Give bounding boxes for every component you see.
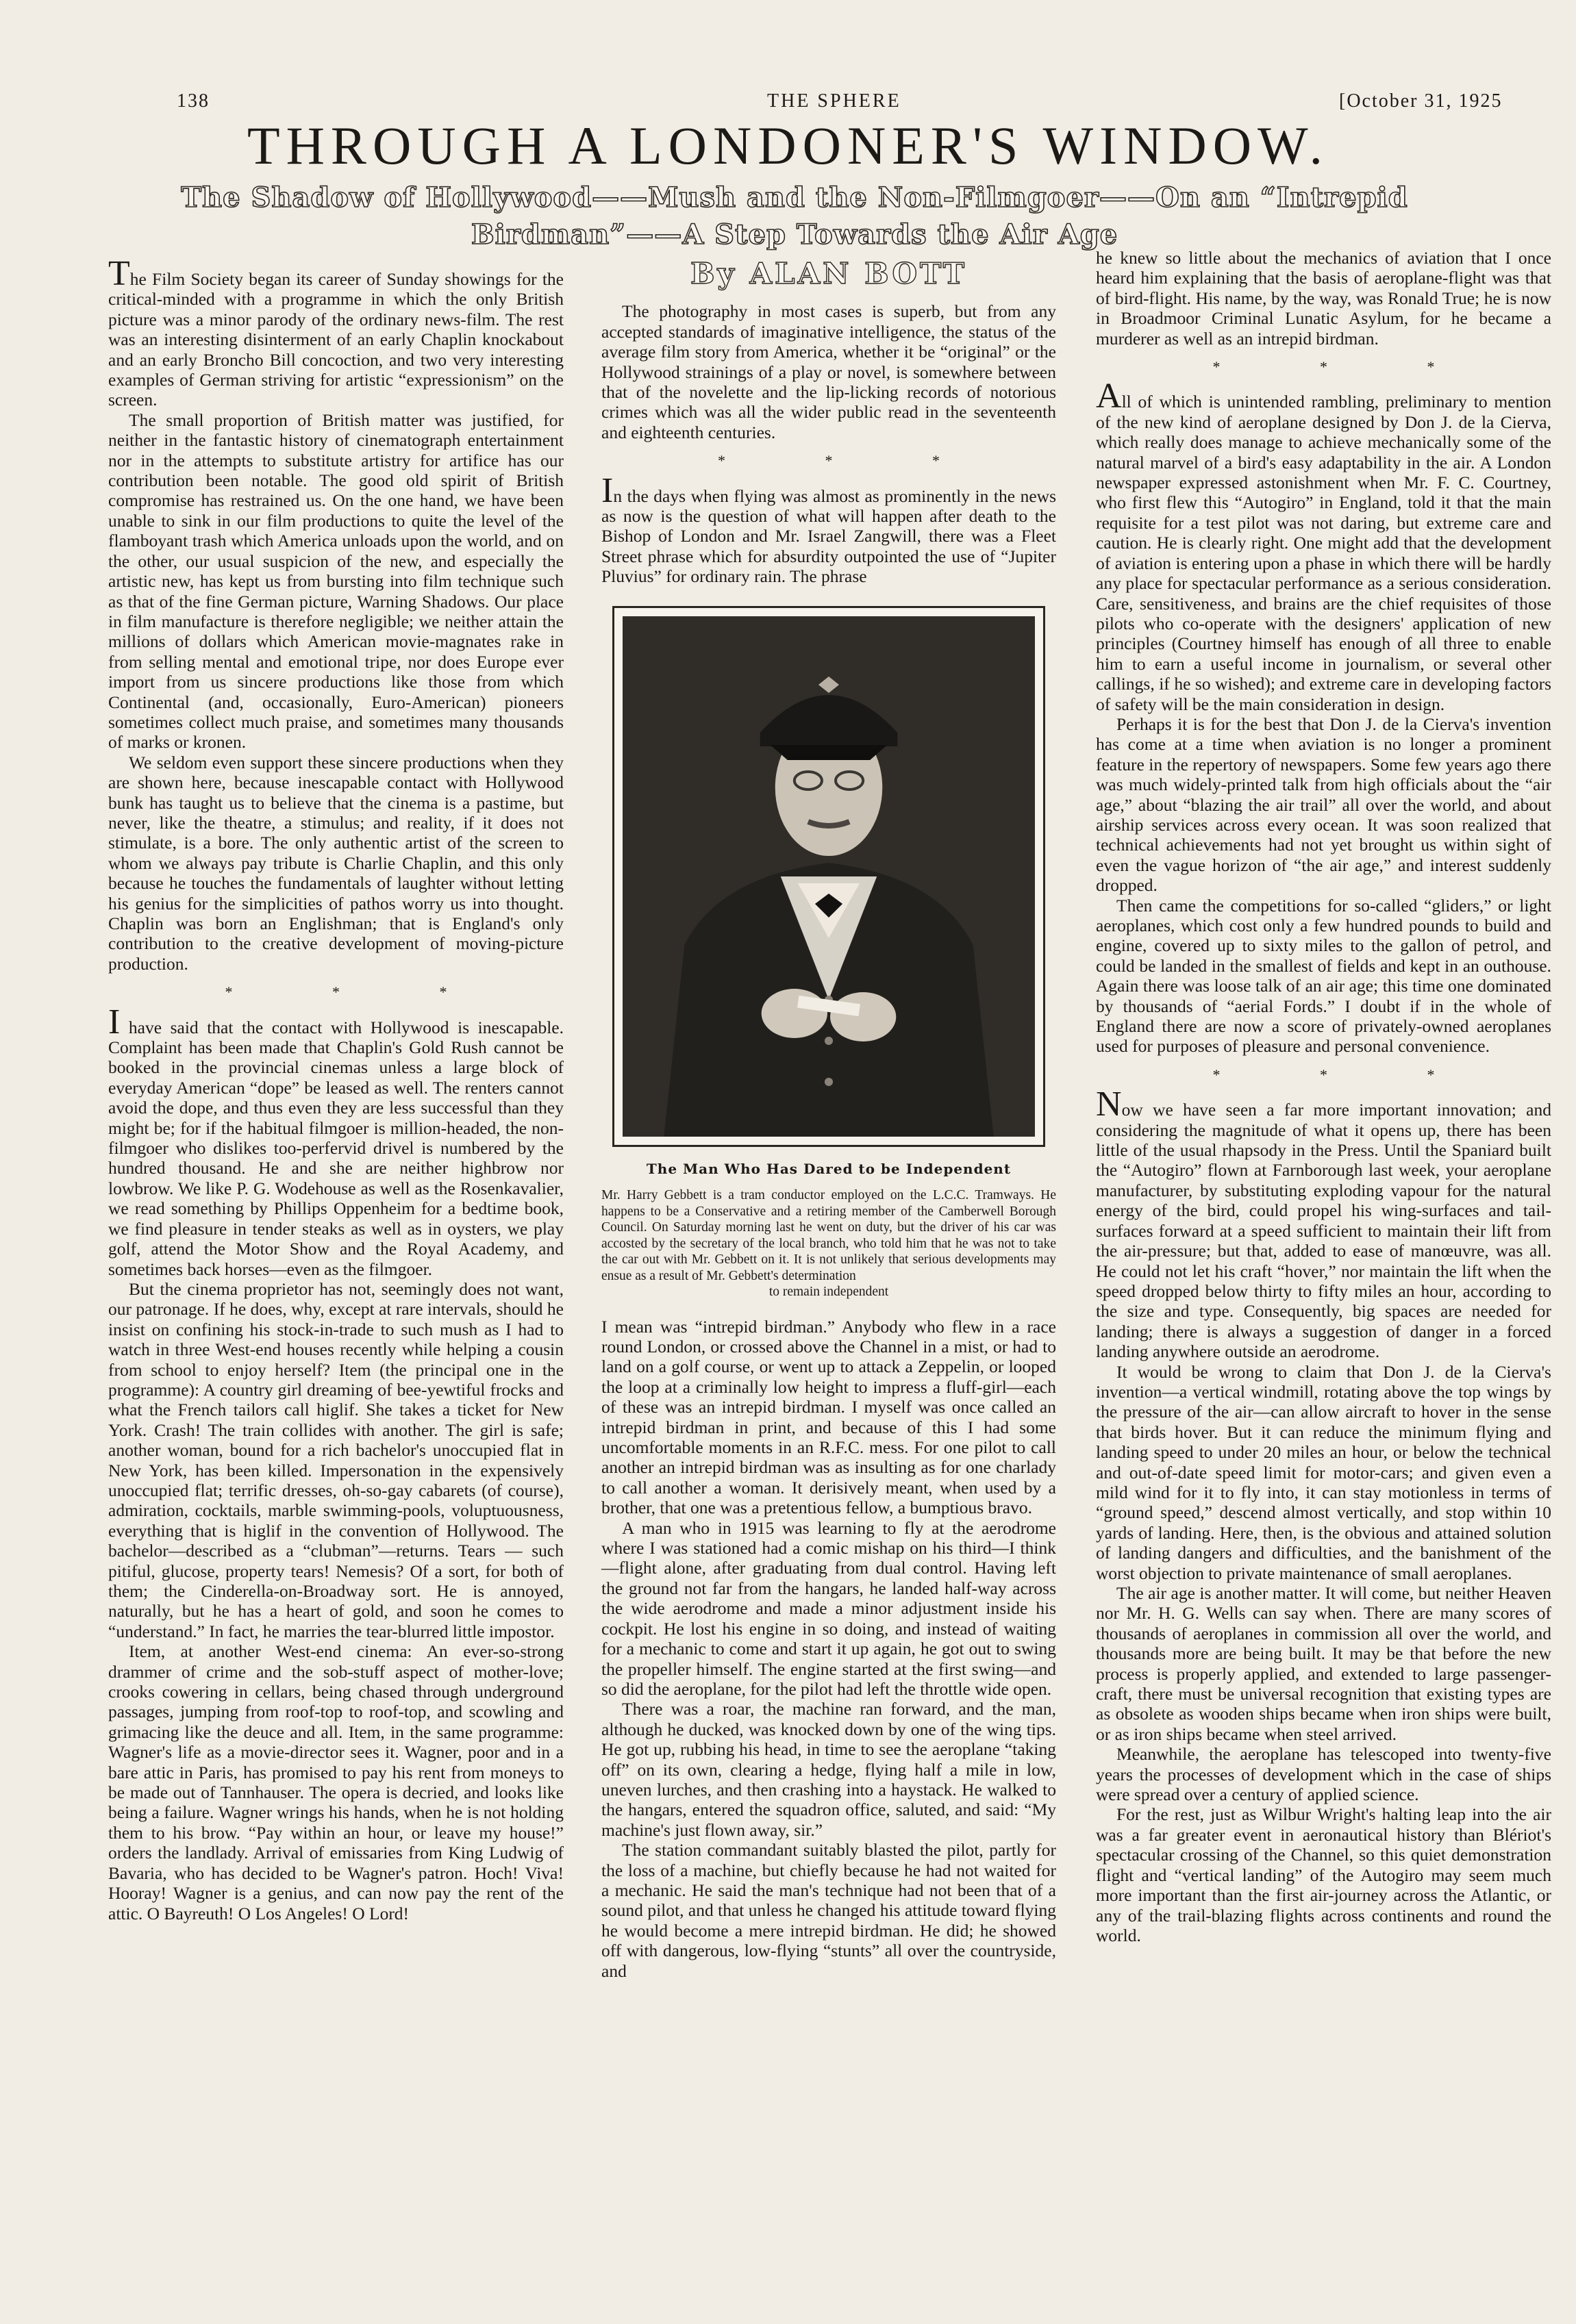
paragraph: The Film Society began its career of Sunday showings for the critical-minded with a programme in which the only British picture was a minor parody of the ordinary news-film. The rest was an interesting disinterment of an early Chaplin knockabout and an early Broncho Bill concoction, and two very interesting examples of German striving for artistic “expressionism” on the screen. xyxy=(108,254,564,410)
paragraph: A man who in 1915 was learning to fly at the aerodrome where I was stationed had a comic mishap on his third—I think—flight alone, after graduating from dual control. Having left the ground not far from the hangars, he landed half-way across the wide aerodrome and made a minor adjustment inside his cockpit. He lost his engine in so doing, and instead of waiting for a mechanic to come and start it up again, he got out to swing the propeller himself. The engine started at the first swing—and so did the aeroplane, for the pilot had left the throttle wide open. xyxy=(601,1517,1056,1699)
column-1 xyxy=(108,254,564,1923)
photo-caption-title: The Man Who Has Dared to be Independent xyxy=(646,1160,1012,1177)
paragraph: Then came the competitions for so-called “gliders,” or light aeroplanes, which cost only a few hundred pounds to build and engine, covered up to sixty miles to the gallon of petrol, and could be landed in the smallest of fields and kept in an outhouse. Again there was loose talk of an air age; this time one dominated by thousands of “aerial Fords.” I doubt if in the whole of England there are now a score of privately-owned aeroplanes used for purposes of pleasure and personal convenience. xyxy=(1096,895,1551,1057)
byline: By ALAN BOTT xyxy=(690,257,968,290)
photo-caption xyxy=(601,1187,1056,1300)
column-2 xyxy=(601,257,1056,1981)
section-divider: * * * xyxy=(1212,1065,1483,1083)
paragraph: I have said that the contact with Hollywood is inescapable. Complaint has been made that Chaplin's Gold Rush cannot be booked in the provincial cinemas unless a large block of everyday American “dope” be leased as well. The renters cannot avoid the dope, and thus even they are less successful than they might be; for if the habitual filmgoer is million-headed, the non-filmgoer who dislikes too-perfervid drivel is numbered by the hundred thousand. He and she are neither highbrow nor lowbrow. We like P. G. Wodehouse as well as the Rosenkavalier, we read something by Phillips Oppenheim for a bedtime book, we find pleasure in tender steaks as well as in oysters, we play golf, attend the Motor Show and the Royal Academy, and sometimes back horses—even as the filmgoer. xyxy=(108,1002,564,1279)
paragraph: The station commandant suitably blasted the pilot, partly for the loss of a machine, but chiefly because he had not waited for a mechanic. He said the man's technique had not been that of a sound pilot, and that unless he changed his attitude toward flying he would become a mere intrepid birdman. He did; he showed off with dangerous, low-flying “stunts” all over the countryside, and xyxy=(601,1840,1056,1981)
section-divider: * * * xyxy=(225,983,495,1001)
section-divider: * * * xyxy=(718,452,988,470)
paragraph: The air age is another matter. It will come, but neither Heaven nor Mr. H. G. Wells can say when. There are many scores of thousands of aeroplanes in commission all over the world, and thousands more are being built. It may be that before the new process is properly applied, and extended to large passenger-craft, there must be universal recognition that existing types are as obsolete as wooden ships became when iron ships were built, or as iron ships became when steel arrived. xyxy=(1096,1583,1551,1744)
paragraph: All of which is unintended rambling, preliminary to mention of the new kind of aeroplane designed by Don J. de la Cierva, which really does manage to achieve mechanically some of the natural marvel of a bird's easy adaptability in the air. A London newspaper expressed astonishment when Mr. F. C. Courtney, who first flew this “Autogiro” in England, told it that the main requisite for a test pilot was not daring, but extreme care and caution. He is clearly right. One might add that the development of aviation is entering upon a phase in which there will be hardly any place for spectacular performance as a serious consideration. Care, sensitiveness, and brains are the chief requisites of those pilots who co-operate with the designers' application of new principles (Courtney himself has enough of all three to enable him to earn a useful income in journalism, or several other callings, if he so wished); and extreme care in developing factors of safety will be the main consideration in design. xyxy=(1096,377,1551,714)
paragraph: The photography in most cases is superb, but from any accepted standards of imaginative intelligence, the status of the average film story from America, whether it be “original” or the Hollywood strainings of a play or novel, is somewhere between that of the novelette and the lip-licking records of notorious crimes which was all the wider public read in the seventeenth and eighteenth centuries. xyxy=(601,301,1056,442)
paragraph: Perhaps it is for the best that Don J. de la Cierva's invention has come at a time when aviation is no longer a prominent feature in the repertory of newspapers. Some few years ago there was much widely-printed talk from high officials about the “air age,” about “blazing the air trail” all over the world, and about airship services across every ocean. It was soon realized that technical achievements had not yet brought us within sight of even the vague horizon of “the air age,” and interest suddenly dropped. xyxy=(1096,713,1551,896)
section-divider: * * * xyxy=(1212,358,1483,376)
photo-frame xyxy=(612,606,1045,1147)
photo-caption-body: Mr. Harry Gebbett is a tram conductor employed on the L.C.C. Tramways. He happens to be a Conservative and a retiring member of the Camberwell Borough Council. On Saturday morning last he went on duty, but the driver of his car was accosted by the secretary of the local branch, who told him that he was not to take the car out with Mr. Gebbett on it. It is not unlikely that serious developments may ensue as a result of Mr. Gebbett's determination xyxy=(601,1188,1056,1283)
column-3 xyxy=(1096,248,1551,1945)
publication-name: THE SPHERE xyxy=(767,90,901,112)
paragraph: Item, at another West-end cinema: An ever-so-strong drammer of crime and the sob-stuff aspect of mother-love; crooks cowering in cellars, being chased through underground passages, jumping from roof-top to roof-top, and scowling and grimacing like the deuce and all. Item, in the same programme: Wagner's life as a movie-director sees it. Wagner, poor and in a bare attic in Paris, has promised to pay his rent from moneys to be made out of Tannhauser. The opera is decried, and looks like being a failure. Wagner wrings his hands, when he is not holding them to his brow. “Pay within an hour, or leave my house!” orders the landlady. Arrival of emissaries from King Ludwig of Bavaria, who has decided to be Wagner's patron. Hoch! Viva! Hooray! Wagner is a genius, and can now pay the rent of the attic. O Bayreuth! O Los Angeles! O Lord! xyxy=(108,1641,564,1923)
paragraph: Now we have seen a far more important innovation; and considering the magnitude of what it opens up, there has been little of the usual rhapsody in the Press. Until the Spaniard built the “Autogiro” flown at Farnborough last week, your aeroplane manufacturer, by substituting exploding vapour for the natural energy of the bird, could propel his wing-surfaces and tail-surfaces forward at a speed sufficient to maintain their lift from the air-pressure; but that, added to ease of manœuvre, was all. He could not let his craft “hover,” nor maintain the lift when the speed dropped below thirty to fifty miles an hour, according to the size and type. Consequently, big spaces are needed for landing; there is always a suggestion of danger in a forced landing anywhere outside an aerodrome. xyxy=(1096,1085,1551,1362)
issue-date: [October 31, 1925 xyxy=(1339,90,1503,112)
photo-caption-end: to remain independent xyxy=(768,1285,889,1300)
page-number: 138 xyxy=(177,90,210,112)
paragraph: he knew so little about the mechanics of aviation that I once heard him explaining that the basis of aeroplane-flight was that of bird-flight. His name, by the way, was Ronald True; he is now in Broadmoor Criminal Lunatic Asylum, for he became a murderer as well as an intrepid birdman. xyxy=(1096,248,1551,349)
paragraph: There was a roar, the machine ran forward, and the man, although he ducked, was knocked down by one of the wing tips. He got up, rubbing his head, in time to see the aeroplane “taking off” on its own, clearing a hedge, flying half a mile in low, uneven lurches, and then crashing into a haystack. He walked to the hangars, entered the squadron office, saluted, and said: “My machine's just flown away, sir.” xyxy=(601,1699,1056,1840)
paragraph: Meanwhile, the aeroplane has telescoped into twenty-five years the processes of development which in the case of ships were spread over a century of applied science. xyxy=(1096,1744,1551,1805)
portrait-illustration xyxy=(623,616,1035,1137)
paragraph: I mean was “intrepid birdman.” Anybody who flew in a race round London, or crossed above the Channel in a mist, or had to land on a golf course, or went up to attack a Zeppelin, or looped the loop at a criminally low height to impress a fluff-girl—each of these was an intrepid birdman. I myself was once called an intrepid birdman in print, and because of this I had some uncomfortable moments in an R.F.C. mess. For one pilot to call another an intrepid birdman was as insulting as for one charlady to call another a woman. It derisively meant, when used by a brother, that one was a pretentious fellow, a bumptious bravo. xyxy=(601,1316,1056,1518)
portrait-photo xyxy=(623,616,1035,1137)
article-subheadline: The Shadow of Hollywood——Mush and the Non-Filmgoer——On an “Intrepid Birdman”——A Step Towards the Air Age xyxy=(181,181,1408,251)
paragraph: For the rest, just as Wilbur Wright's halting leap into the air was a far greater event in aeronautical history than Blériot's spectacular crossing of the Channel, so this quiet demonstration flight and “vertical landing” of the Autogiro may seem much more important than the first air-journey across the Atlantic, or any of the trail-blazing flights across continents and round the world. xyxy=(1096,1804,1551,1945)
article-headline: THROUGH A LONDONER'S WINDOW. xyxy=(247,116,1329,175)
paragraph: The small proportion of British matter was justified, for neither in the fantastic history of cinematograph entertainment nor in the attempts to substitute artistry for artifice has our contribution been notable. The good old spirit of British compromise has restrained us. On the one hand, we have been unable to sink in our film productions to quite the level of the flamboyant trash which America unloads upon the world, and on the other, our usual suspicion of the new, and especially the artistic new, has kept us from bursting into film technique such as that of the fine German picture, Warning Shadows. Our place in film manufacture is therefore negligible; we neither attain the millions of dollars which American movie-magnates rake in from selling mental and emotional tripe, nor does Europe ever import from us sincere productions like those from which Continental (and, occasionally, Euro-American) pioneers sometimes collect much praise, and sometimes many thousands of marks or kronen. xyxy=(108,409,564,753)
paragraph: It would be wrong to claim that Don J. de la Cierva's invention—a vertical windmill, rotating above the top wings by the pressure of the air—can allow aircraft to hover in the sense that birds hover. But it can reduce the minimum flying and landing speed to under 20 miles an hour, or below the technical and out-of-date speed limit for motor-cars; and given even a mild wind for it to fly into, it can stay motionless in terms of “ground speed,” descend almost vertically, and stop within 10 yards of landing. Here, then, is the obvious and attained solution of landing dangers and difficulties, and the banishment of the worst objection to private maintenance of small aeroplanes. xyxy=(1096,1361,1551,1583)
paragraph: But the cinema proprietor has not, seemingly does not want, our patronage. If he does, why, except at rare intervals, should he insist on confining his stock-in-trade to such mush as I had to watch in three West-end houses recently while helping a cousin from school to enjoy herself? Item (the principal one in the programme): A country girl dreaming of bee-yewtiful frocks and what the French tailors call higlif. She takes a ticket for New York. Crash! The train collides with another. The girl is safe; another woman, bound for a rich bachelor's unoccupied flat in New York, has been killed. Impersonation in the expensively unoccupied flat; terrific dresses, oh-so-gay cabarets (of course), admiration, cocktails, marble swimming-pools, voluptuousness, everything that is higlif in the convention of Hollywood. The bachelor—described as a “clubman”—returns. Tears — such pitiful, glucose, property tears! Nemesis? Of a sort, for both of them; the Cinderella-on-Broadway sort. He is annoyed, naturally, but he has a heart of gold, and soon he comes to “understand.” In fact, he marries the tear-blurred little impostor. xyxy=(108,1278,564,1641)
paragraph: We seldom even support these sincere productions when they are shown here, because inescapable contact with Hollywood bunk has taught us to believe that the cinema is a pastime, but never, like the theatre, a stimulus; and reality, if it does not stimulate, is a bore. The only authentic artist of the screen to whom we always pay tribute is Charlie Chaplin, and this only because he touches the fundamentals of laughter without letting his genius for the simplicities of pathos worry us into thought. Chaplin was born an Englishman; that is England's only contribution to the creative development of moving-picture production. xyxy=(108,752,564,974)
paragraph: In the days when flying was almost as prominently in the news as now is the question of what will happen after death to the Bishop of London and Mr. Israel Zangwill, there was a Fleet Street phrase which for absurdity outpointed the use of “Jupiter Pluvius” for ordinary rain. The phrase xyxy=(601,470,1056,587)
